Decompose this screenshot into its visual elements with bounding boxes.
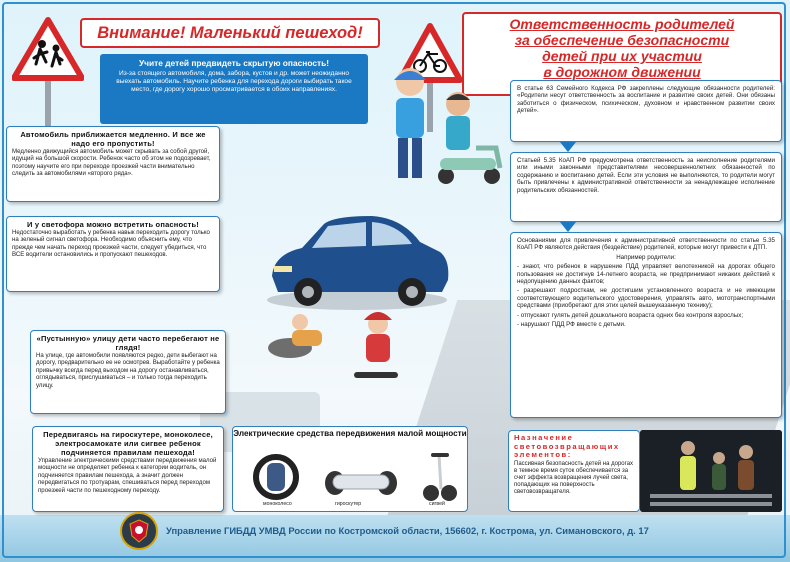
children-warning-sign-icon <box>12 16 84 126</box>
list-item: - нарушают ПДД РФ вместе с детьми. <box>517 321 626 329</box>
tip-heading: И у светофора можно встретить опасность! <box>27 220 199 229</box>
monowheel-label: моноколесо <box>263 501 292 507</box>
tip-heading: Передвигаясь на гироскутере, моноколесе, электросамокате или сигвее ребенок подчиняется правилам пешехода! <box>43 430 213 457</box>
list-item: - знают, что ребенок в нарушение ПДД управляет велотехникой на дорогах общего пользования не достигнув 14-летнего возраста, не предпринимают никаких действий к недопущению данных фактов; <box>517 263 775 286</box>
reflectors-box <box>508 430 640 512</box>
list-item: - отпускают гулять детей дошкольного возраста одних без контроля взрослых; <box>517 311 744 319</box>
electric-heading: Электрические средства передвижения малой мощности <box>233 429 467 438</box>
electric-vehicles-box <box>232 426 468 512</box>
intro-text: Из-за стоящего автомобиля, дома, забора, кустов и др. может неожиданно выехать автомобиль. Научите ребенка для перехода дороги выбирать такое место, где дорогу хорошо просматривается в обоих направлениях. <box>116 70 352 94</box>
tip-text: Управление электрическими средствами передвижения малой мощности не определяет ребенка к категории водитель, он подчиняется правилам пешехода, а значит должен передвигаться по тротуарам, спешиваться перед переходом проезжей части по пешеходному переходу. <box>38 457 217 494</box>
list-item: - разрешают подросткам, не достигшим установленного возраста и не имеющим соответствующего водительского удостоверения, управлять авто, мототранспортными средствами (приобретают для этих целей вышеуказанную технику); <box>517 287 775 310</box>
teen-scooter-illustration <box>426 88 506 188</box>
car-illustration <box>262 196 452 316</box>
night-pedestrians-image <box>640 430 782 512</box>
arrow-down-icon <box>560 222 576 232</box>
children-playing-illustration <box>266 300 406 400</box>
reflectors-text: Пассивная безопасность детей на дорогах в темное время суток обеспечивается за счет эффекта возвращения лучей света, попадающих на поверхность световозвращателя. <box>514 460 634 495</box>
tip-box-gyroscooter <box>32 426 224 512</box>
law-box-family-code <box>510 80 782 142</box>
example-label: Например родители: <box>616 253 676 261</box>
law-text: В статье 63 Семейного Кодекса РФ закреплены следующие обязанности родителей: «Родители несут ответственность за воспитание и развитие своих детей. Они обязаны заботиться о физическом, психическом, духовном и нравственном развитии своих детей». <box>517 85 775 115</box>
law-text: Статьей 5.35 КоАП РФ предусмотрена ответственность за неисполнение родителями или иными законными представителями несовершеннолетних обязанностей по содержанию и воспитанию детей. Если эти условия не выполняются, то родители могут быть привлечены к административной ответственности за ненадлежащее исполнение родительских обязанностей. <box>517 157 775 194</box>
tip-box-traffic-light <box>6 216 220 292</box>
tip-text: Недостаточно выработать у ребенка навык переходить дорогу только на зеленый сигнал светофора. Необходимо объяснить ему, что прежде чем начать переход проезжей части, следует убедиться, что ВСЕ водители остановились и пропускают пешеходов. <box>12 229 210 259</box>
segway-icon <box>419 449 459 503</box>
law-box-koap <box>510 152 782 222</box>
tip-box-empty-street <box>30 330 226 414</box>
segway-label: сигвей <box>429 501 445 507</box>
tip-heading: «Пустынную» улицу дети часто перебегают не глядя! <box>36 334 220 352</box>
tip-box-slow-car <box>6 126 220 202</box>
arrow-down-icon <box>560 142 576 152</box>
footer-address: Управление ГИБДД УМВД России по Костромской области, 156602, г. Кострома, ул. Симановского, д. 17 <box>166 525 649 536</box>
intro-heading: Учите детей предвидеть скрытую опасность! <box>138 58 330 68</box>
hoverboard-label: гироскутер <box>335 501 362 507</box>
law-text: Основаниями для привлечения к административной ответственности по статье 5.35 КоАП РФ являются действия (бездействие) родителей, которые могут привести к ДТП. <box>517 237 775 252</box>
tip-text: На улице, где автомобили появляются редко, дети выбегают на дорогу, предварительно ее не осмотрев. Выработайте у ребенка привычку всегда перед выходом на дорогу останавливаться, оглядываться, прислушиваться – и только тогда переходить улицу. <box>36 352 220 389</box>
night-crossing-photo <box>640 430 782 512</box>
law-box-grounds <box>510 232 782 418</box>
intro-box <box>100 54 368 124</box>
tip-heading: Автомобиль приближается медленно. И все же надо его пропустить! <box>20 130 206 148</box>
page-title-left: Внимание! Маленький пешеход! <box>80 18 380 48</box>
page-title-right: Ответственность родителей за обеспечение безопасности детей при их участии в дорожном движении <box>462 12 782 96</box>
police-emblem-icon <box>120 512 158 550</box>
hoverboard-icon <box>323 467 399 497</box>
monowheel-icon <box>251 453 301 501</box>
tip-text: Медленно движущийся автомобиль может скрывать за собой другой, идущий на большой скорости. Ребенок часто об этом не подозревает, поэтому научите его при переходе проезжей части внимательно следить за автомобилями «второго ряда». <box>12 148 211 178</box>
reflectors-heading: Назначение световозвращающих элементов: <box>514 433 620 459</box>
